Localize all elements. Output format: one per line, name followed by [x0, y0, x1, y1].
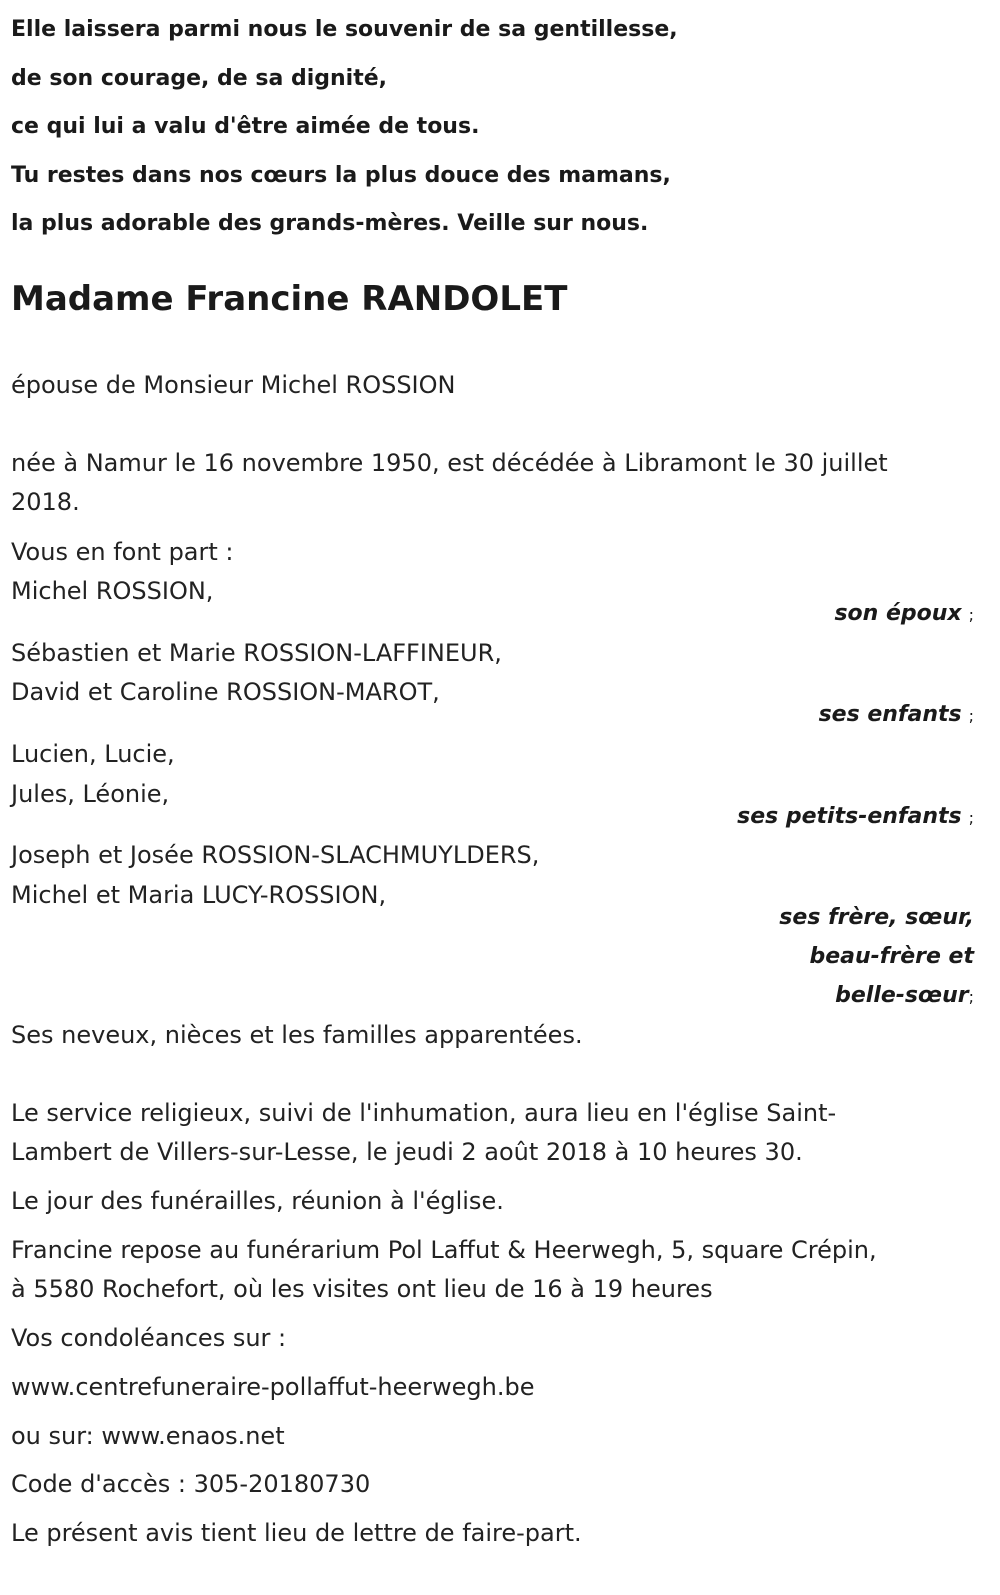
relation-label: beau-frère et [809, 944, 974, 969]
relatives-line: Ses neveux, nièces et les familles apparentées. [11, 1021, 583, 1049]
family-name: Sébastien et Marie ROSSION-LAFFINEUR, [11, 639, 502, 667]
poem-line: ce qui lui a valu d'être aimée de tous. [11, 114, 480, 139]
family-name: David et Caroline ROSSION-MAROT, [11, 678, 440, 706]
poem-line: Tu restes dans nos cœurs la plus douce des mamans, [11, 162, 671, 188]
notice-line: Le présent avis tient lieu de lettre de faire-part. [11, 1519, 582, 1547]
spouse-line: épouse de Monsieur Michel ROSSION [11, 371, 456, 399]
announce-line: Vous en font part : [11, 538, 234, 566]
service-line: Le service religieux, suivi de l'inhumation, aura lieu en l'église Saint- [11, 1099, 837, 1127]
family-name: Jules, Léonie, [11, 780, 170, 808]
poem-line: de son courage, de sa dignité, [11, 65, 388, 91]
relation-label: ses frère, sœur, [779, 905, 974, 930]
relation-label: ses petits-enfants ; [737, 804, 974, 829]
access-code: Code d'accès : 305-20180730 [11, 1470, 371, 1498]
condolences-label: Vos condoléances sur : [11, 1324, 287, 1352]
poem-line: Elle laissera parmi nous le souvenir de sa gentillesse, [11, 17, 678, 42]
relation-label: belle-sœur; [835, 983, 974, 1008]
family-name: Lucien, Lucie, [11, 740, 175, 768]
website-alt-link[interactable]: ou sur: www.enaos.net [11, 1422, 285, 1450]
birth-death-line: née à Namur le 16 novembre 1950, est décédée à Libramont le 30 juillet 2018. [11, 449, 888, 516]
meeting-line: Le jour des funérailles, réunion à l'église. [11, 1187, 504, 1215]
service-line: Lambert de Villers-sur-Lesse, le jeudi 2 août 2018 à 10 heures 30. [11, 1138, 803, 1166]
rest-line: Francine repose au funérarium Pol Laffut & Heerwegh, 5, square Crépin, [11, 1236, 877, 1264]
poem [11, 6, 991, 249]
deceased-name: Madame Francine RANDOLET [11, 279, 568, 319]
family-name: Michel et Maria LUCY-ROSSION, [11, 881, 387, 909]
family-name: Michel ROSSION, [11, 577, 214, 605]
family-name: Joseph et Josée ROSSION-SLACHMUYLDERS, [11, 841, 540, 869]
relation-label: son époux ; [834, 601, 974, 626]
rest-line: à 5580 Rochefort, où les visites ont lieu de 16 à 19 heures [11, 1275, 713, 1303]
relation-label: ses enfants ; [818, 702, 974, 727]
website-link[interactable]: www.centrefuneraire-pollaffut-heerwegh.be [11, 1373, 535, 1401]
poem-line: la plus adorable des grands-mères. Veille sur nous. [11, 211, 649, 236]
